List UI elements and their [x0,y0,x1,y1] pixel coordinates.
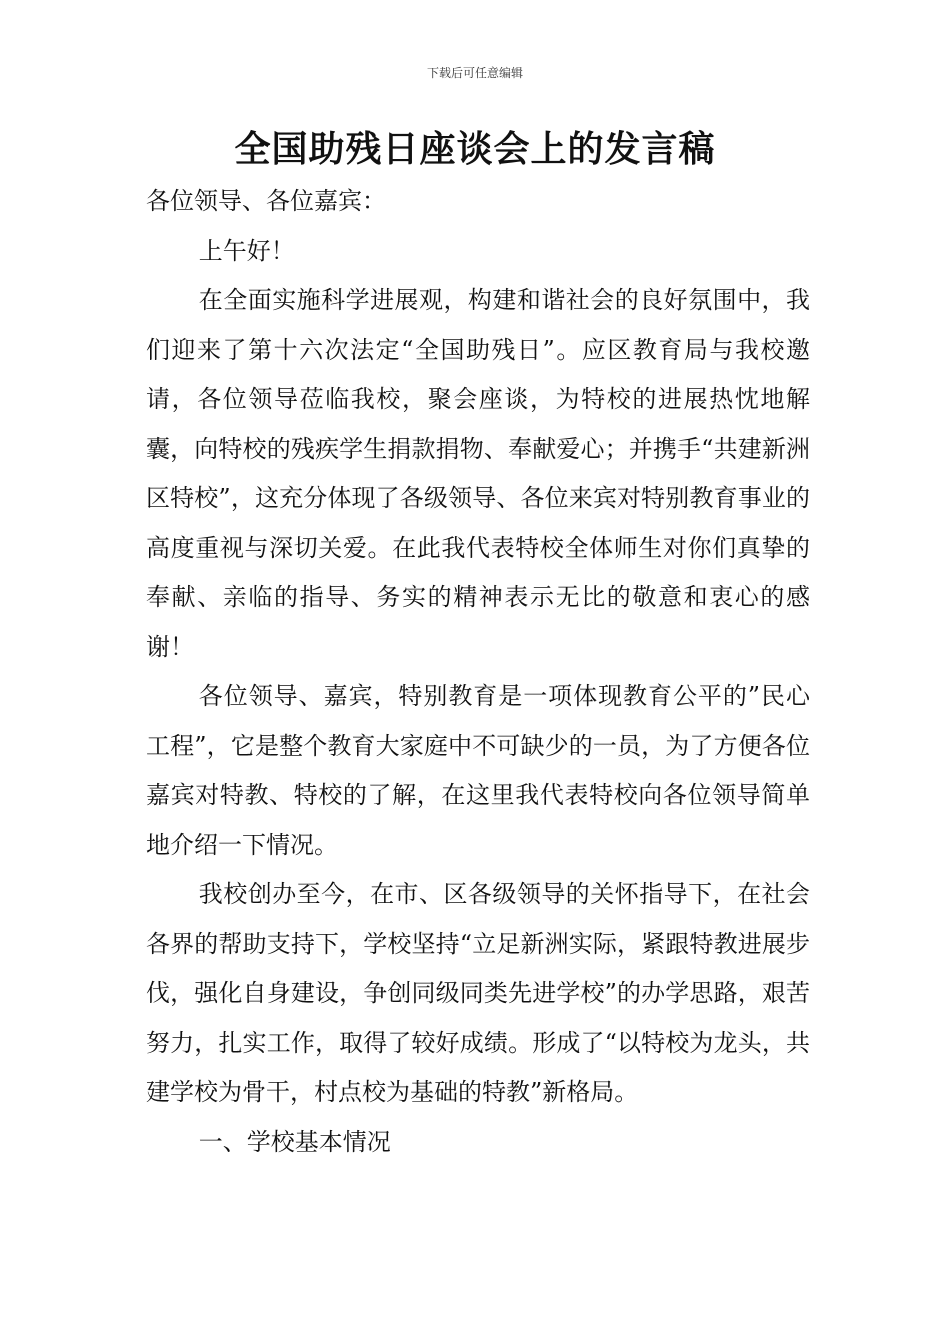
document-body [146,177,810,1167]
paragraph-school-history: 我校创办至今，在市、区各级领导的关怀指导下，在社会各界的帮助支持下，学校坚持“立足新洲实际，紧跟特教进展步伐，强化自身建设，争创同级同类先进学校”的办学思路，艰苦努力，扎实工作，取得了较好成绩。形成了“以特校为龙头，共建学校为骨干，村点校为基础的特教”新格局。 [146,880,810,1106]
salutation: 各位领导、各位嘉宾： [146,187,386,215]
paragraph-special-education: 各位领导、嘉宾，特别教育是一项体现教育公平的”民心工程”，它是整个教育大家庭中不可缺少的一员，为了方便各位嘉宾对特教、特校的了解，在这里我代表特校向各位领导简单地介绍一下情况。 [146,682,810,859]
paragraph-intro: 在全面实施科学进展观，构建和谐社会的良好氛围中，我们迎来了第十六次法定“全国助残日”。应区教育局与我校邀请，各位领导莅临我校，聚会座谈，为特校的进展热忱地解囊，向特校的残疾学生捐款捐物、奉献爱心；并携手“共建新洲区特校”，这充分体现了各级领导、各位来宾对特别教育事业的高度重视与深切关爱。在此我代表特校全体师生对你们真挚的奉献、亲临的指导、务实的精神表示无比的敬意和衷心的感谢！ [146,286,810,661]
document-title: 全国助残日座谈会上的发言稿 [234,129,716,170]
page-header-note: 下载后可任意编辑 [426,66,523,80]
section-heading-basic-info: 一、学校基本情况 [198,1127,391,1156]
paragraph-greeting: 上午好！ [198,236,295,265]
